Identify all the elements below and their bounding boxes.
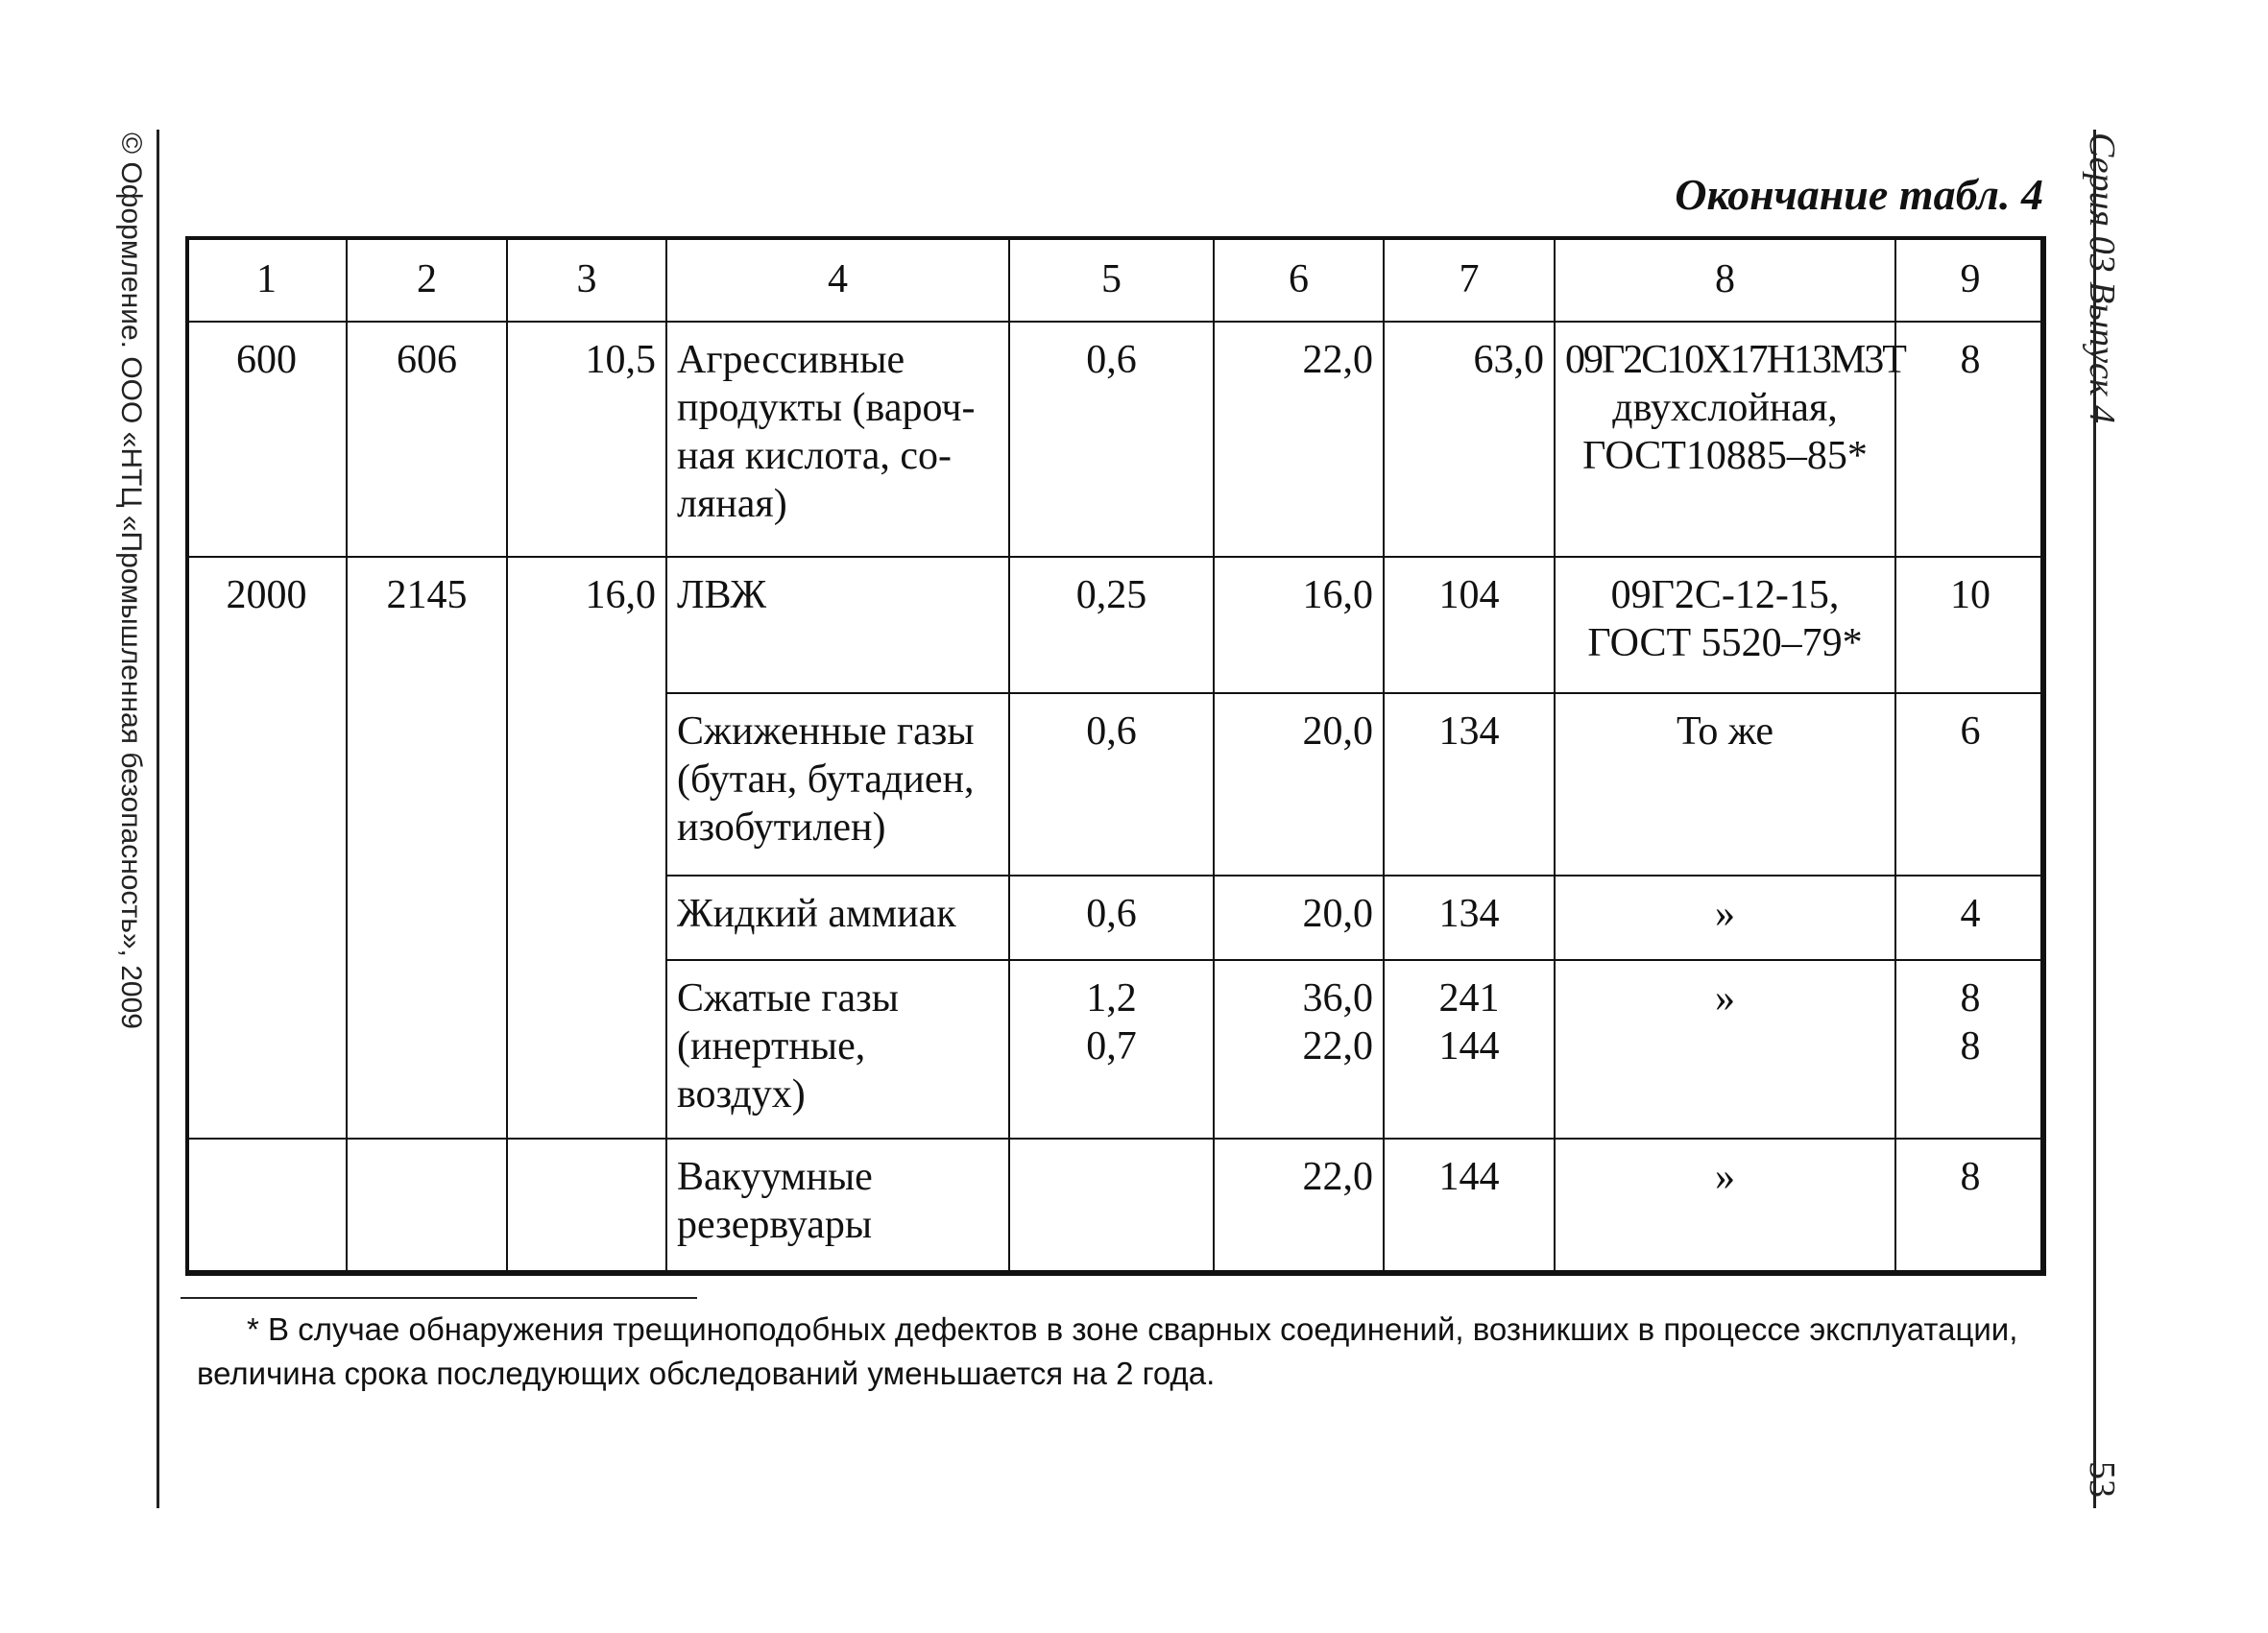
medium-line: (бутан, бутадиен, [677,757,975,802]
table-header-row [186,237,2045,322]
period-cell: 8 [1895,1139,2045,1275]
dn-cell: 600 [186,322,347,557]
header-cell: 7 [1384,237,1555,322]
material-cell: » [1555,960,1895,1139]
header-cell: 4 [666,237,1009,322]
dn-cell [186,1139,347,1275]
col6-cell: 16,0 [1214,557,1384,693]
col6-cell: 22,0 [1214,1139,1384,1275]
value-line: 8 [1960,976,1981,1021]
col6-cell [1214,960,1384,1139]
medium-cell [666,322,1009,557]
page-number: 53 [2082,1461,2122,1498]
header-cell: 3 [507,237,666,322]
footnote-text: * В случае обнаружения трещиноподобных дефектов в зоне сварных соединений, возникших в процессе эксплуатации, величина срока последующих обследований уменьшается на 2 года. [197,1311,2018,1391]
col6-cell: 20,0 [1214,693,1384,876]
col7-cell: 134 [1384,876,1555,960]
header-cell: 9 [1895,237,2045,322]
medium-line: резервуары [677,1203,873,1247]
value-line: 0,7 [1086,1024,1137,1069]
value-line: 241 [1438,976,1500,1021]
medium-cell [666,693,1009,876]
col7-cell: 134 [1384,693,1555,876]
value-line: 1,2 [1086,976,1137,1021]
col7-cell [1384,960,1555,1139]
thickness-cell [507,1139,666,1275]
value-line: 22,0 [1302,1024,1373,1069]
material-line: 09Г2С10Х17Н13М3Т [1565,338,1905,382]
footnote [197,1308,2050,1396]
material-cell: » [1555,1139,1895,1275]
left-margin-rule [157,130,159,1508]
material-cell: То же [1555,693,1895,876]
medium-line: Сжиженные газы [677,709,975,754]
medium-cell [666,960,1009,1139]
medium-cell [666,1139,1009,1275]
series-side-text: Серия 03 Выпуск 4 [2082,132,2122,424]
thickness-cell: 16,0 [507,557,666,1139]
col5-cell: 0,25 [1009,557,1214,693]
medium-line: Вакуумные [677,1155,873,1199]
col6-cell: 20,0 [1214,876,1384,960]
header-cell: 1 [186,237,347,322]
period-cell: 8 [1895,322,2045,557]
material-line: ГОСТ 5520–79* [1587,621,1863,665]
col5-cell [1009,960,1214,1139]
medium-cell [666,876,1009,960]
period-cell [1895,960,2045,1139]
material-line: 09Г2С-12-15, [1610,573,1840,617]
col5-cell [1009,1139,1214,1275]
data-table [185,236,2046,1276]
table-row [186,557,2045,693]
outer-diameter-cell [347,1139,507,1275]
medium-line: ляная) [677,482,787,526]
material-line: двухслойная, [1612,386,1838,430]
dn-cell: 2000 [186,557,347,1139]
period-cell: 4 [1895,876,2045,960]
col7-cell: 104 [1384,557,1555,693]
value-line: 36,0 [1302,976,1373,1021]
table-row [186,1139,2045,1275]
outer-diameter-cell: 606 [347,322,507,557]
footnote-separator [181,1297,697,1299]
value-line: 144 [1438,1024,1500,1069]
value-line: 8 [1960,1024,1981,1069]
outer-diameter-cell: 2145 [347,557,507,1139]
medium-line: продукты (вароч- [677,386,976,430]
period-cell: 10 [1895,557,2045,693]
thickness-cell: 10,5 [507,322,666,557]
material-line: ГОСТ10885–85* [1582,434,1868,478]
medium-line: ЛВЖ [677,573,767,617]
medium-line: Жидкий аммиак [677,892,956,936]
table-row [186,322,2045,557]
period-cell: 6 [1895,693,2045,876]
col5-cell: 0,6 [1009,693,1214,876]
header-cell: 8 [1555,237,1895,322]
col7-cell: 63,0 [1384,322,1555,557]
col7-cell: 144 [1384,1139,1555,1275]
material-cell [1555,557,1895,693]
material-cell [1555,322,1905,557]
medium-line: Сжатые газы [677,976,899,1021]
medium-line: изобутилен) [677,805,886,850]
copyright-side-text: © Оформление. ООО «НТЦ «Промышленная безопасность», 2009 [115,132,147,1029]
header-cell: 5 [1009,237,1214,322]
material-cell: » [1555,876,1895,960]
col5-cell: 0,6 [1009,876,1214,960]
medium-line: воздух) [677,1072,806,1117]
header-cell: 6 [1214,237,1384,322]
col6-cell: 22,0 [1214,322,1384,557]
medium-line: (инертные, [677,1024,866,1069]
medium-line: ная кислота, со- [677,434,953,478]
header-cell: 2 [347,237,507,322]
medium-cell [666,557,1009,693]
medium-line: Агрессивные [677,338,905,382]
col5-cell: 0,6 [1009,322,1214,557]
table-caption: Окончание табл. 4 [1675,170,2043,219]
